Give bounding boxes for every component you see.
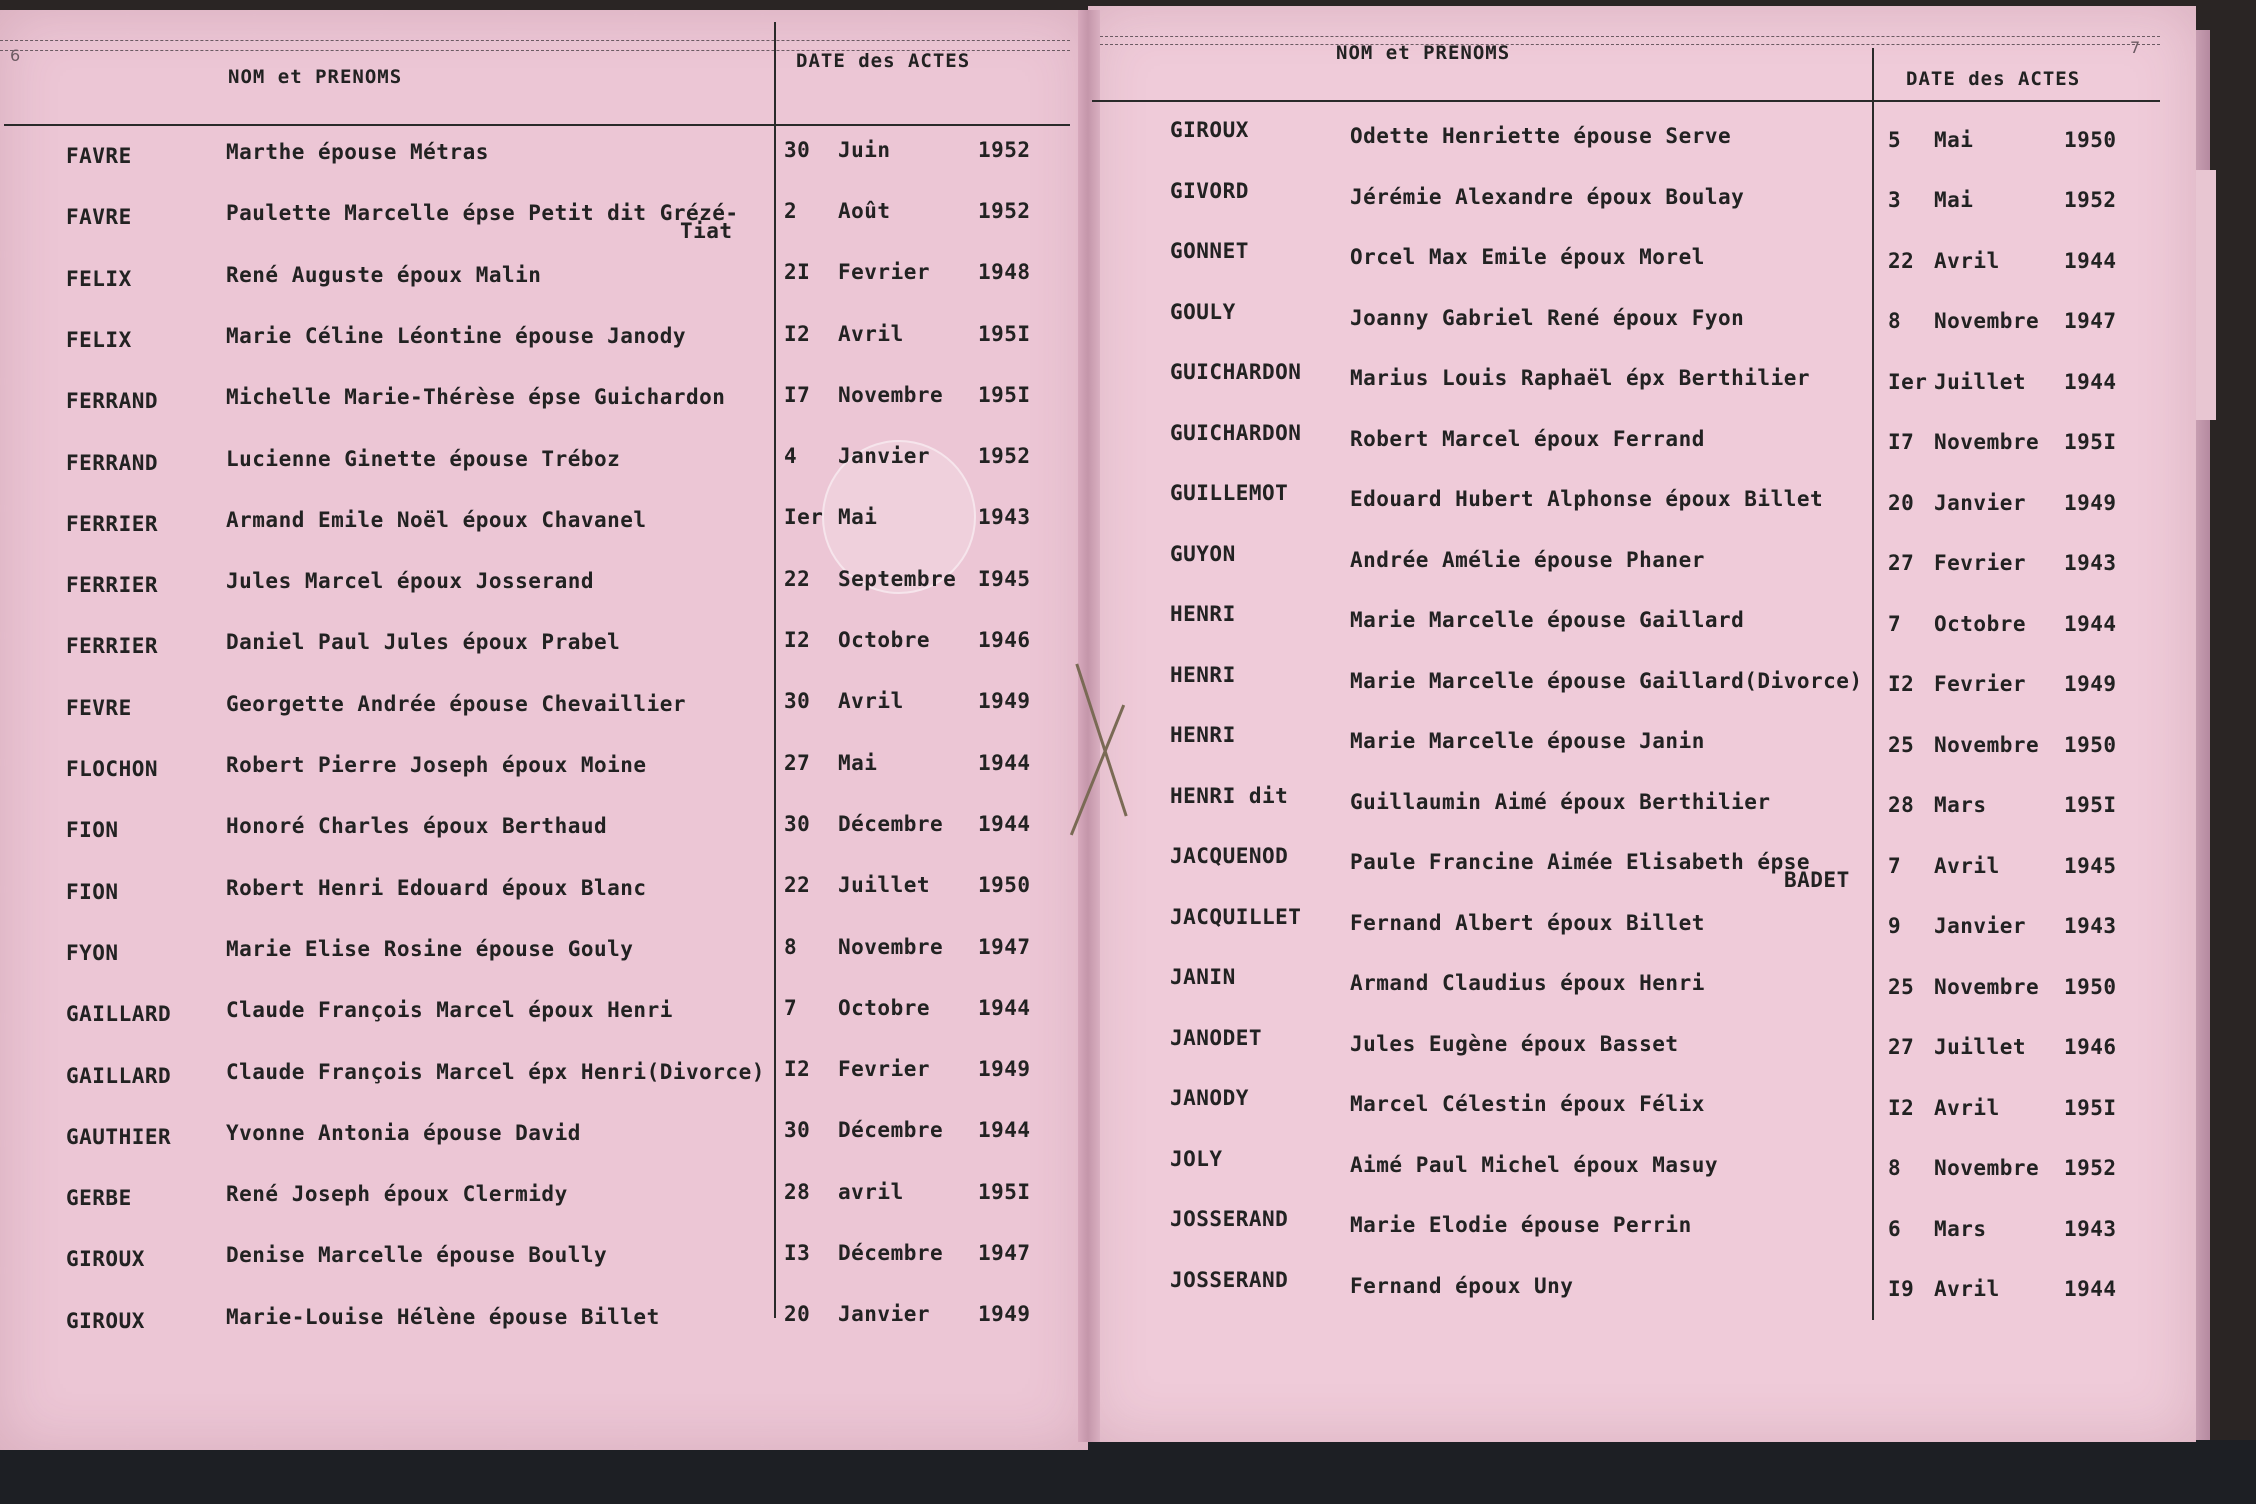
entry-day: 27 — [784, 750, 811, 775]
entry-surname: HENRI — [1170, 602, 1236, 626]
entry-given: Jules Eugène époux Basset — [1350, 1031, 1679, 1056]
entry-surname: FERRIER — [66, 511, 159, 536]
entry-month: Fevrier — [838, 260, 931, 285]
left-page — [0, 10, 1088, 1450]
entry-year: 1943 — [2064, 914, 2117, 939]
entry-given: Marie Marcelle épouse Janin — [1350, 729, 1705, 753]
entry-year: 1950 — [2064, 974, 2117, 999]
entry-given: Robert Pierre Joseph époux Moine — [226, 753, 647, 777]
entry-given: Lucienne Ginette épouse Tréboz — [226, 446, 621, 471]
entry-year: 1947 — [978, 934, 1031, 959]
entry-day: 6 — [1888, 1216, 1902, 1241]
entry-year: 1944 — [2064, 1277, 2117, 1302]
entry-day: I7 — [1888, 430, 1915, 455]
entry-year: 1949 — [2064, 490, 2117, 515]
entry-given: Marie-Louise Hélène épouse Billet — [226, 1304, 660, 1329]
entry-month: Septembre — [838, 566, 957, 591]
entry-month: Octobre — [838, 628, 931, 652]
entry-surname: GUICHARDON — [1170, 420, 1302, 445]
entry-month: Janvier — [1934, 490, 2027, 515]
entry-surname: HENRI — [1170, 723, 1236, 747]
entry-day: 30 — [784, 1118, 811, 1143]
entry-surname: JOSSERAND — [1170, 1207, 1289, 1231]
entry-day: 28 — [1888, 793, 1915, 818]
entry-given: Georgette Andrée épouse Chevaillier — [226, 691, 687, 716]
entry-year: 1944 — [978, 995, 1031, 1020]
entry-month: Janvier — [838, 1302, 931, 1327]
entry-month: Octobre — [838, 995, 931, 1020]
entry-day: 30 — [784, 689, 811, 714]
entry-year: 1946 — [2064, 1035, 2117, 1060]
entry-surname: FAVRE — [66, 205, 132, 230]
entry-given: Marie Elise Rosine épouse Gouly — [226, 936, 634, 961]
entry-month: Avril — [1934, 1095, 2000, 1120]
entry-surname: GIROUX — [66, 1308, 145, 1333]
entry-given: Andrée Amélie épouse Phaner — [1350, 547, 1705, 572]
entry-given: Robert Marcel époux Ferrand — [1350, 426, 1705, 451]
header-dates: DATE des ACTES — [1906, 68, 2081, 90]
entry-given: Robert Henri Edouard époux Blanc — [226, 875, 647, 900]
entry-surname: FYON — [66, 940, 119, 965]
entry-given: Aimé Paul Michel époux Masuy — [1350, 1152, 1719, 1177]
entry-month: Novembre — [1934, 309, 2040, 334]
entry-month: Avril — [838, 689, 904, 714]
entry-day: 25 — [1888, 974, 1915, 999]
entry-day: I2 — [1888, 1095, 1915, 1120]
entry-surname: GIROUX — [1170, 118, 1249, 142]
entry-surname: FELIX — [66, 266, 132, 291]
entry-month: Novembre — [1934, 1156, 2040, 1181]
entry-month: Mai — [1934, 188, 1974, 213]
entry-day: 8 — [1888, 1156, 1902, 1181]
entry-year: 1944 — [2064, 611, 2117, 636]
entry-month: Novembre — [1934, 732, 2040, 757]
entry-month: Décembre — [838, 1241, 944, 1265]
entry-month: Janvier — [1934, 914, 2027, 939]
entry-year: 195I — [978, 321, 1031, 346]
entry-given: Edouard Hubert Alphonse époux Billet — [1350, 487, 1824, 511]
entry-given: Orcel Max Emile époux Morel — [1350, 245, 1705, 269]
entry-month: Avril — [1934, 248, 2000, 273]
header-dashed-rule — [1100, 44, 2160, 45]
entry-day: I7 — [784, 382, 811, 407]
entry-year: 1944 — [978, 750, 1031, 775]
entry-month: Mai — [1934, 127, 1974, 152]
entry-year: 195I — [978, 382, 1031, 407]
entry-given: Claude François Marcel épx Henri(Divorce) — [226, 1059, 765, 1084]
entry-year: 1944 — [978, 1118, 1031, 1143]
entry-day: 25 — [1888, 732, 1915, 757]
entry-year: 1952 — [2064, 1156, 2117, 1181]
entry-year: 1943 — [2064, 551, 2117, 576]
entry-month: Mars — [1934, 793, 1987, 818]
entry-surname: GERBE — [66, 1186, 132, 1211]
header-names: NOM et PRENOMS — [1336, 42, 1511, 64]
entry-month: Juillet — [838, 873, 931, 898]
entry-year: 1952 — [2064, 188, 2117, 213]
entry-day: 7 — [1888, 611, 1902, 636]
entry-year: 1950 — [2064, 732, 2117, 757]
entry-surname: FION — [66, 818, 119, 843]
entry-day: 27 — [1888, 1035, 1915, 1060]
entry-year: 195I — [2064, 793, 2117, 818]
entry-month: avril — [838, 1179, 904, 1204]
entry-month: Mai — [838, 750, 878, 775]
column-divider — [774, 22, 776, 1318]
entry-surname: JOLY — [1170, 1146, 1223, 1171]
entry-day: 28 — [784, 1179, 811, 1204]
entry-day: I3 — [784, 1241, 811, 1265]
entry-year: 195I — [2064, 1095, 2117, 1120]
header-rule — [4, 124, 1070, 126]
entry-month: Novembre — [1934, 974, 2040, 999]
entry-month: Décembre — [838, 811, 944, 836]
page-number: 7 — [2130, 38, 2141, 57]
entry-day: 30 — [784, 811, 811, 836]
entry-surname: JACQUENOD — [1170, 844, 1289, 868]
entry-month: Novembre — [838, 382, 944, 407]
entry-surname: JANODET — [1170, 1025, 1263, 1050]
entry-day: 22 — [1888, 248, 1915, 273]
entry-year: 1947 — [2064, 309, 2117, 334]
entry-day: 20 — [1888, 490, 1915, 515]
entry-year: 1950 — [978, 873, 1031, 898]
entry-surname: FLOCHON — [66, 757, 159, 781]
entry-month: Décembre — [838, 1118, 944, 1143]
entry-given: Marie Marcelle épouse Gaillard — [1350, 608, 1745, 632]
entry-given: Yvonne Antonia épouse David — [226, 1120, 581, 1145]
entry-surname: JANIN — [1170, 965, 1236, 989]
entry-given: Marcel Célestin époux Félix — [1350, 1092, 1705, 1116]
entry-given: Joanny Gabriel René époux Fyon — [1350, 305, 1745, 330]
entry-surname: GUICHARDON — [1170, 360, 1302, 384]
entry-year: 1949 — [978, 1302, 1031, 1327]
entry-day: 30 — [784, 137, 811, 162]
entry-surname: FELIX — [66, 327, 132, 352]
entry-surname: GIVORD — [1170, 178, 1249, 203]
header-rule — [1092, 100, 2160, 102]
entry-month: Novembre — [1934, 430, 2040, 455]
entry-given: Paulette Marcelle épse Petit dit Grézé- — [226, 201, 739, 226]
entry-year: 1949 — [2064, 672, 2117, 697]
entry-day: 3 — [1888, 188, 1902, 213]
entry-surname: FERRAND — [66, 389, 159, 414]
entry-given: Marius Louis Raphaël épx Berthilier — [1350, 366, 1811, 390]
entry-year: 195I — [2064, 430, 2117, 455]
entry-month: Juillet — [1934, 369, 2027, 394]
entry-month: Avril — [1934, 853, 2000, 878]
entry-given-continued: BADET — [1784, 868, 1850, 892]
entry-given: Michelle Marie-Thérèse épse Guichardon — [226, 385, 726, 410]
entry-year: 1949 — [978, 689, 1031, 714]
entry-year: 1950 — [2064, 127, 2117, 152]
entry-surname: FAVRE — [66, 144, 132, 168]
entry-surname: GAUTHIER — [66, 1124, 172, 1149]
entry-surname: JOSSERAND — [1170, 1267, 1289, 1292]
entry-year: 1952 — [978, 137, 1031, 162]
entry-year: 1944 — [978, 811, 1031, 836]
entry-day: 5 — [1888, 127, 1902, 152]
entry-given: Armand Emile Noël époux Chavanel — [226, 507, 647, 532]
entry-day: Ier — [1888, 369, 1928, 394]
header-dashed-rule — [1100, 36, 2160, 37]
entry-day: 20 — [784, 1302, 811, 1327]
entry-surname: HENRI dit — [1170, 783, 1289, 808]
entry-given: René Joseph époux Clermidy — [226, 1182, 568, 1207]
entry-day: 22 — [784, 566, 811, 591]
entry-year: 1943 — [2064, 1216, 2117, 1241]
column-divider — [1872, 48, 1874, 1320]
entry-day: 2 — [784, 198, 798, 223]
entry-surname: GOULY — [1170, 299, 1236, 324]
entry-month: Novembre — [838, 934, 944, 959]
entry-given: Armand Claudius époux Henri — [1350, 971, 1705, 995]
entry-month: Juillet — [1934, 1035, 2027, 1060]
entry-day: I2 — [784, 1057, 811, 1082]
entry-surname: GUYON — [1170, 541, 1236, 566]
entry-month: Avril — [838, 321, 904, 346]
entry-month: Octobre — [1934, 611, 2027, 636]
entry-surname: FERRIER — [66, 573, 159, 598]
entry-surname: GONNET — [1170, 239, 1249, 263]
entry-given: Marthe épouse Métras — [226, 140, 489, 164]
entry-year: 1952 — [978, 444, 1031, 469]
entry-year: I945 — [978, 566, 1031, 591]
entry-given: Marie Elodie épouse Perrin — [1350, 1213, 1692, 1237]
entry-day: I9 — [1888, 1277, 1915, 1302]
entry-day: 8 — [784, 934, 798, 959]
entry-day: 2I — [784, 260, 811, 285]
header-dashed-rule — [0, 40, 1070, 41]
entry-month: Août — [838, 198, 891, 223]
entry-surname: GIROUX — [66, 1247, 145, 1272]
entry-month: Mai — [838, 505, 878, 530]
entry-surname: JANODY — [1170, 1086, 1249, 1110]
entry-given: Claude François Marcel époux Henri — [226, 998, 673, 1023]
entry-month: Fevrier — [838, 1057, 931, 1082]
entry-surname: FERRAND — [66, 450, 159, 475]
entry-given: Guillaumin Aimé époux Berthilier — [1350, 789, 1771, 814]
entry-year: 1944 — [2064, 248, 2117, 273]
entry-given: Paule Francine Aimée Elisabeth épse — [1350, 850, 1811, 874]
entry-surname: FERRIER — [66, 634, 159, 659]
entry-surname: FION — [66, 879, 119, 904]
entry-year: 1944 — [2064, 369, 2117, 394]
entry-surname: FEVRE — [66, 695, 132, 720]
entry-month: Janvier — [838, 444, 931, 469]
entry-surname: GUILLEMOT — [1170, 481, 1289, 505]
entry-surname: HENRI — [1170, 662, 1236, 687]
entry-day: Ier — [784, 505, 824, 530]
entry-given: Fernand Albert époux Billet — [1350, 910, 1705, 935]
entry-year: 1945 — [2064, 853, 2117, 878]
entry-surname: GAILLARD — [66, 1002, 172, 1027]
entry-day: 7 — [784, 995, 798, 1020]
entry-given: Jérémie Alexandre époux Boulay — [1350, 184, 1745, 209]
entry-given: Marie Marcelle épouse Gaillard(Divorce) — [1350, 668, 1863, 693]
entry-day: I2 — [784, 628, 811, 652]
entry-day: 7 — [1888, 853, 1902, 878]
entry-month: Fevrier — [1934, 672, 2027, 697]
entry-year: 1948 — [978, 260, 1031, 285]
entry-given: René Auguste époux Malin — [226, 262, 542, 287]
entry-month: Avril — [1934, 1277, 2000, 1302]
entry-given: Marie Céline Léontine épouse Janody — [226, 323, 687, 348]
entry-given: Odette Henriette épouse Serve — [1350, 124, 1732, 148]
entry-given: Fernand époux Uny — [1350, 1273, 1574, 1298]
entry-surname: GAILLARD — [66, 1063, 172, 1088]
entry-day: 8 — [1888, 309, 1902, 334]
entry-year: 1952 — [978, 198, 1031, 223]
entry-given-continued: Tiat — [680, 219, 733, 244]
entry-month: Fevrier — [1934, 551, 2027, 576]
page-number: 6 — [10, 46, 21, 65]
entry-given: Denise Marcelle épouse Boully — [226, 1243, 608, 1268]
entry-day: I2 — [1888, 672, 1915, 697]
entry-day: 4 — [784, 444, 798, 469]
entry-year: 1949 — [978, 1057, 1031, 1082]
entry-month: Mars — [1934, 1216, 1987, 1241]
entry-month: Juin — [838, 137, 891, 162]
entry-surname: JACQUILLET — [1170, 904, 1302, 929]
entry-day: 22 — [784, 873, 811, 898]
entry-day: 27 — [1888, 551, 1915, 576]
header-names: NOM et PRENOMS — [228, 66, 403, 88]
entry-year: 1943 — [978, 505, 1031, 530]
entry-year: 195I — [978, 1179, 1031, 1204]
entry-year: 1946 — [978, 628, 1031, 652]
header-dates: DATE des ACTES — [796, 50, 971, 72]
entry-given: Daniel Paul Jules époux Prabel — [226, 630, 621, 655]
entry-given: Jules Marcel époux Josserand — [226, 569, 595, 594]
entry-day: 9 — [1888, 914, 1902, 939]
entry-day: I2 — [784, 321, 811, 346]
entry-year: 1947 — [978, 1241, 1031, 1265]
entry-given: Honoré Charles époux Berthaud — [226, 814, 608, 839]
